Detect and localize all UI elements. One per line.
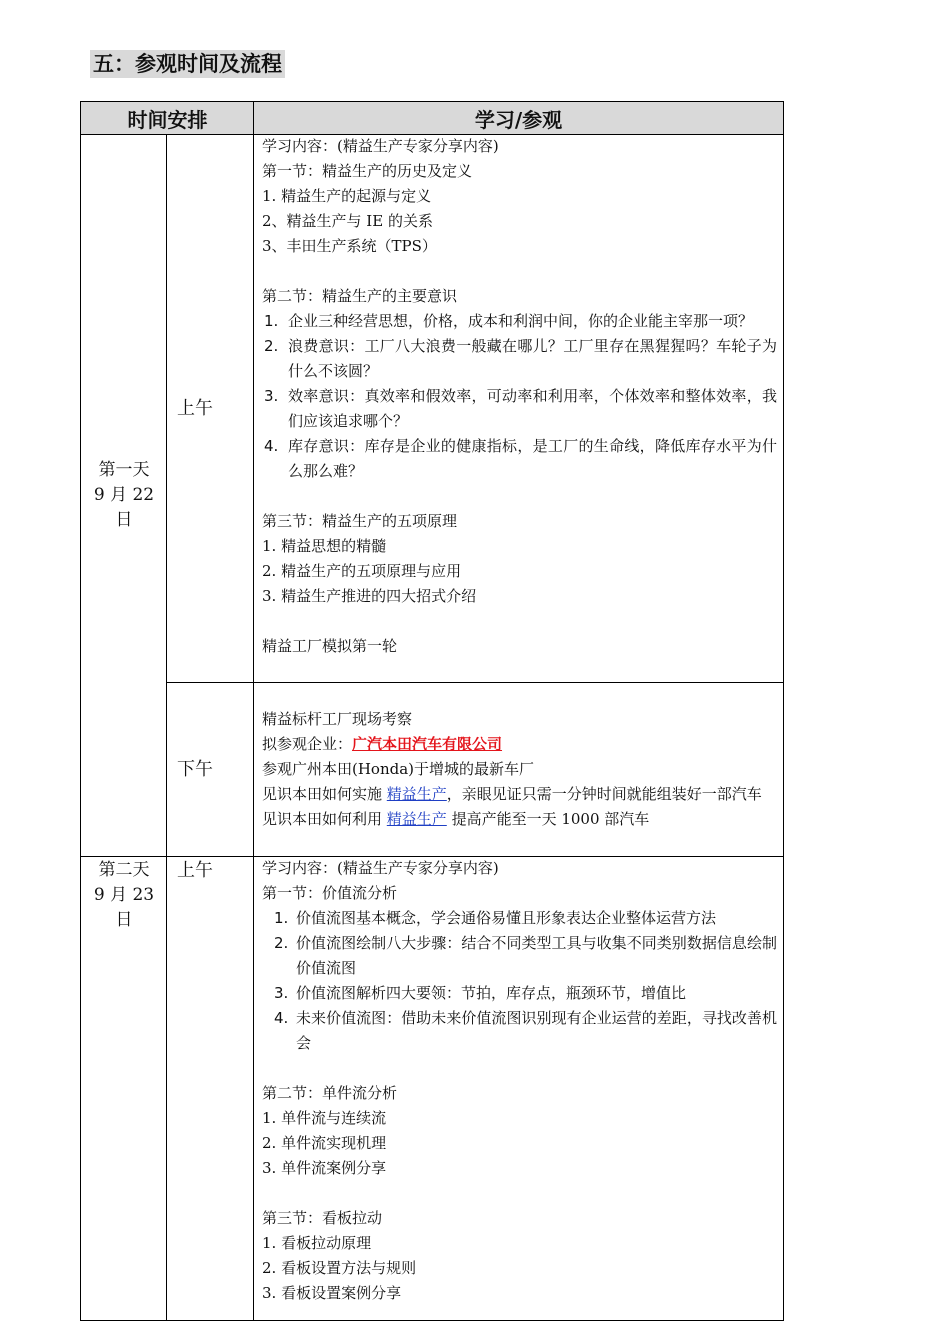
header-study-cell — [253, 101, 784, 135]
d1m-s3-item2: 2. 精益生产的五项原理与应用 — [262, 562, 462, 580]
company-link[interactable]: 广汽本田汽车有限公司 — [352, 735, 503, 753]
d1m-s3-item3: 3. 精益生产推进的四大招式介绍 — [262, 587, 477, 605]
d1m-s3-title: 第三节：精益生产的五项原理 — [262, 512, 458, 530]
d2m-s2-item3: 3. 单件流案例分享 — [262, 1159, 387, 1177]
day2-label-line3: 日 — [115, 910, 133, 930]
d1m-s2-item2: 2. 浪费意识：工厂八大浪费一般藏在哪儿？工厂里存在黑猩猩吗？车轮子为什么不该圆？ — [264, 337, 777, 380]
day1-morning-period-cell — [166, 134, 254, 683]
day1-cell — [80, 134, 167, 857]
day2-morning-period-cell — [166, 856, 254, 1321]
d2m-s1-item4: 4. 未来价值流图：借助未来价值流图识别现有企业运营的差距，寻找改善机会 — [274, 1009, 777, 1052]
d1m-simulation: 精益工厂模拟第一轮 — [262, 637, 398, 655]
d1m-s1-item1: 1. 精益生产的起源与定义 — [262, 187, 432, 205]
day1-afternoon-period: 下午 — [177, 759, 213, 780]
d2m-s3-item1: 1. 看板拉动原理 — [262, 1234, 372, 1252]
d2m-s3-item3: 3. 看板设置案例分享 — [262, 1284, 402, 1302]
day2-label-line1: 第二天 — [98, 860, 150, 880]
lean-production-link-2[interactable]: 精益生产 — [386, 810, 447, 828]
day1-morning-period: 上午 — [177, 398, 213, 419]
day2-label-line2: 9 月 23 — [93, 885, 155, 905]
d1a-line4: 见识本田如何实施 精益生产，亲眼见证只需一分钟时间就能组装好一部汽车 — [262, 785, 762, 803]
d1m-s3-item1: 1. 精益思想的精髓 — [262, 537, 387, 555]
header-time-cell — [80, 101, 254, 135]
d2m-s2-item1: 1. 单件流与连续流 — [262, 1109, 387, 1127]
day2-morning-period: 上午 — [177, 860, 213, 881]
d1m-s1-item2: 2、精益生产与 IE 的关系 — [262, 212, 433, 230]
header-study-label: 学习/参观 — [474, 107, 563, 132]
d1a-visit-desc: 参观广州本田(Honda)于增城的最新车厂 — [262, 760, 535, 778]
d1m-s2-item4: 4. 库存意识：库存是企业的健康指标，是工厂的生命线，降低库存水平为什么那么难？ — [264, 437, 777, 480]
day1-label-line2: 9 月 22 — [93, 485, 155, 505]
d2m-s2-item2: 2. 单件流实现机理 — [262, 1134, 387, 1152]
d2m-s2-title: 第二节：单件流分析 — [262, 1084, 398, 1102]
d1m-s2-title: 第二节：精益生产的主要意识 — [262, 287, 458, 305]
d2m-s1-item2: 2. 价值流图绘制八大步骤：结合不同类型工具与收集不同类别数据信息绘制价值流图 — [274, 934, 777, 977]
d1a-line5: 见识本田如何利用 精益生产 提高产能至一天 1000 部汽车 — [262, 810, 650, 828]
day2-morning-content — [253, 856, 784, 1321]
d2m-s1-item3: 3. 价值流图解析四大要领：节拍，库存点，瓶颈环节，增值比 — [274, 984, 687, 1002]
d2m-intro: 学习内容：(精益生产专家分享内容) — [262, 859, 499, 877]
day2-cell — [80, 856, 167, 1321]
d1m-s2-item1: 1. 企业三种经营思想，价格，成本和利润中间，你的企业能主宰那一项？ — [264, 312, 754, 330]
header-time-label: 时间安排 — [127, 107, 208, 132]
d2m-s3-title: 第三节：看板拉动 — [262, 1209, 383, 1227]
d2m-s1-title: 第一节：价值流分析 — [262, 884, 398, 902]
d1a-visit-title: 精益标杆工厂现场考察 — [262, 710, 413, 728]
d2m-s3-item2: 2. 看板设置方法与规则 — [262, 1259, 417, 1277]
d1m-s1-title: 第一节：精益生产的历史及定义 — [262, 162, 473, 180]
page-title: 五：参观时间及流程 — [90, 50, 285, 78]
day1-label-line3: 日 — [115, 510, 133, 530]
day1-morning-content — [253, 134, 784, 683]
d1m-s1-item3: 3、丰田生产系统（TPS） — [262, 237, 437, 255]
day1-afternoon-content — [253, 682, 784, 857]
day1-label-line1: 第一天 — [98, 460, 150, 480]
d1m-intro: 学习内容：(精益生产专家分享内容) — [262, 137, 499, 155]
d1a-company-line: 拟参观企业：广汽本田汽车有限公司 — [262, 735, 503, 753]
d1m-s2-item3: 3. 效率意识：真效率和假效率，可动率和利用率，个体效率和整体效率，我们应该追求哪个？ — [264, 387, 777, 430]
day1-afternoon-period-cell — [166, 682, 254, 857]
lean-production-link-1[interactable]: 精益生产 — [386, 785, 447, 803]
d2m-s1-item1: 1. 价值流图基本概念，学会通俗易懂且形象表达企业整体运营方法 — [274, 909, 717, 927]
